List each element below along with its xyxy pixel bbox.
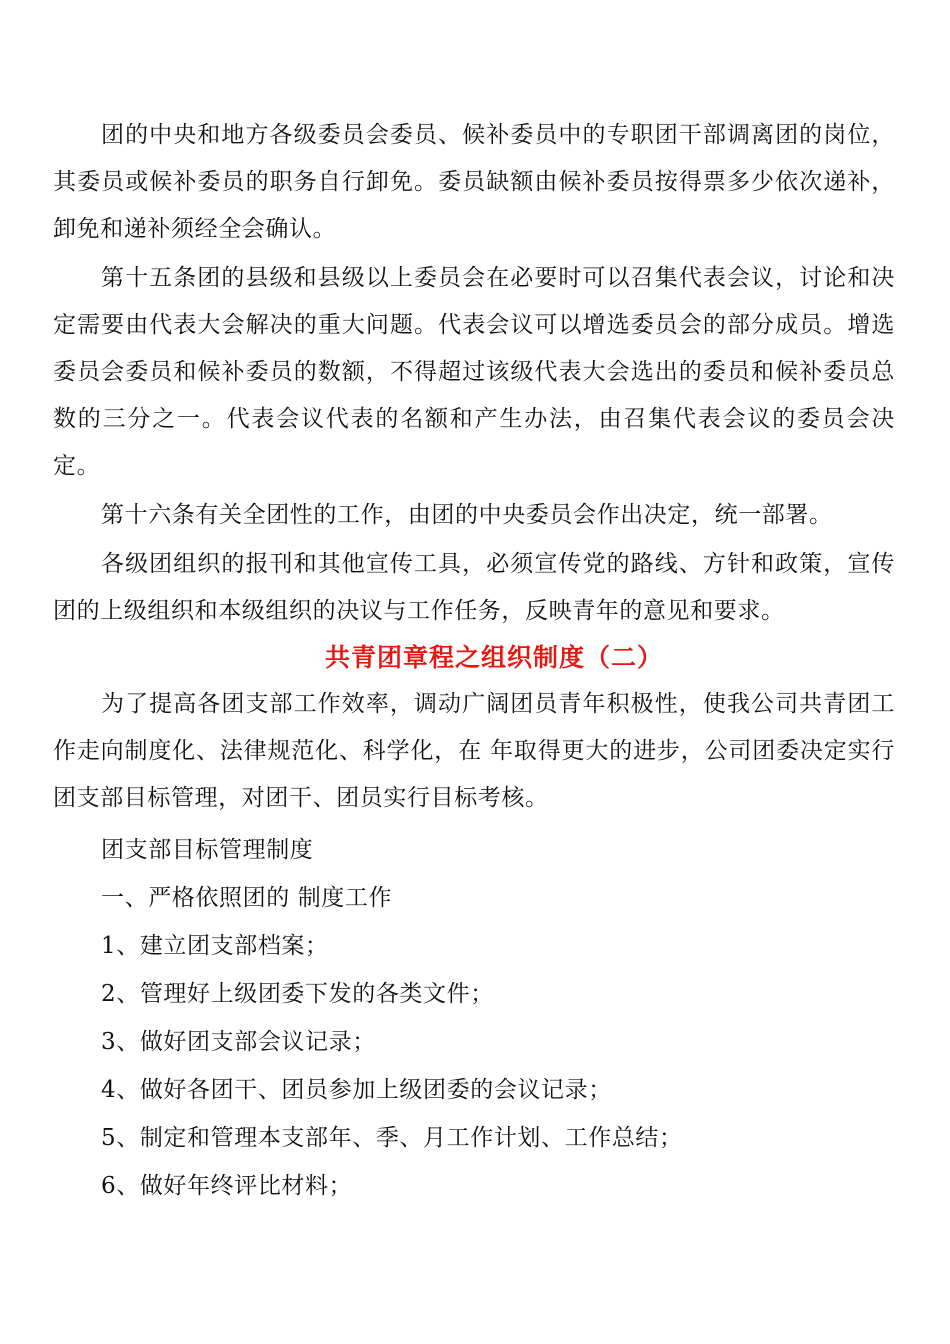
list-item-title: 团支部目标管理制度	[101, 837, 314, 863]
list-item-5: 5、制定和管理本支部年、季、月工作计划、工作总结；	[101, 1125, 683, 1151]
list-item-6: 6、做好年终评比材料；	[101, 1173, 353, 1199]
list-item-1: 1、建立团支部档案；	[101, 933, 329, 959]
paragraph-publicity: 各级团组织的报刊和其他宣传工具，必须宣传党的路线、方针和政策，宣传团的上级组织和本级组织的决议与工作任务，反映青年的意见和要求。	[53, 551, 895, 624]
paragraph-article-15: 第十五条团的县级和县级以上委员会在必要时可以召集代表会议，讨论和决定需要由代表大会解决的重大问题。代表会议可以增选委员会的部分成员。增选委员会委员和候补委员的数额，不得超过该级代表大会选出的委员和候补委员总数的三分之一。代表会议代表的名额和产生办法，由召集代表会议的委员会决定。	[53, 265, 895, 479]
item-list	[53, 826, 895, 1210]
list-item-4: 4、做好各团干、团员参加上级团委的会议记录；	[101, 1077, 612, 1103]
document-body	[53, 112, 895, 1210]
paragraph-committee-removal: 团的中央和地方各级委员会委员、候补委员中的专职团干部调离团的岗位，其委员或候补委员的职务自行卸免。委员缺额由候补委员按得票多少依次递补，卸免和递补须经全会确认。	[53, 122, 895, 242]
paragraph-article-16: 第十六条有关全团性的工作，由团的中央委员会作出决定，统一部署。	[101, 502, 833, 528]
list-item-3: 3、做好团支部会议记录；	[101, 1029, 376, 1055]
list-item-section-one: 一、严格依照团的 制度工作	[101, 885, 393, 911]
section-heading: 共青团章程之组织制度（二）	[324, 643, 663, 672]
paragraph-intro: 为了提高各团支部工作效率，调动广阔团员青年积极性，使我公司共青团工作走向制度化、法律规范化、科学化，在 年取得更大的进步，公司团委决定实行团支部目标管理，对团干、团员实行目标考核。	[53, 691, 895, 811]
list-item-2: 2、管理好上级团委下发的各类文件；	[101, 981, 494, 1007]
